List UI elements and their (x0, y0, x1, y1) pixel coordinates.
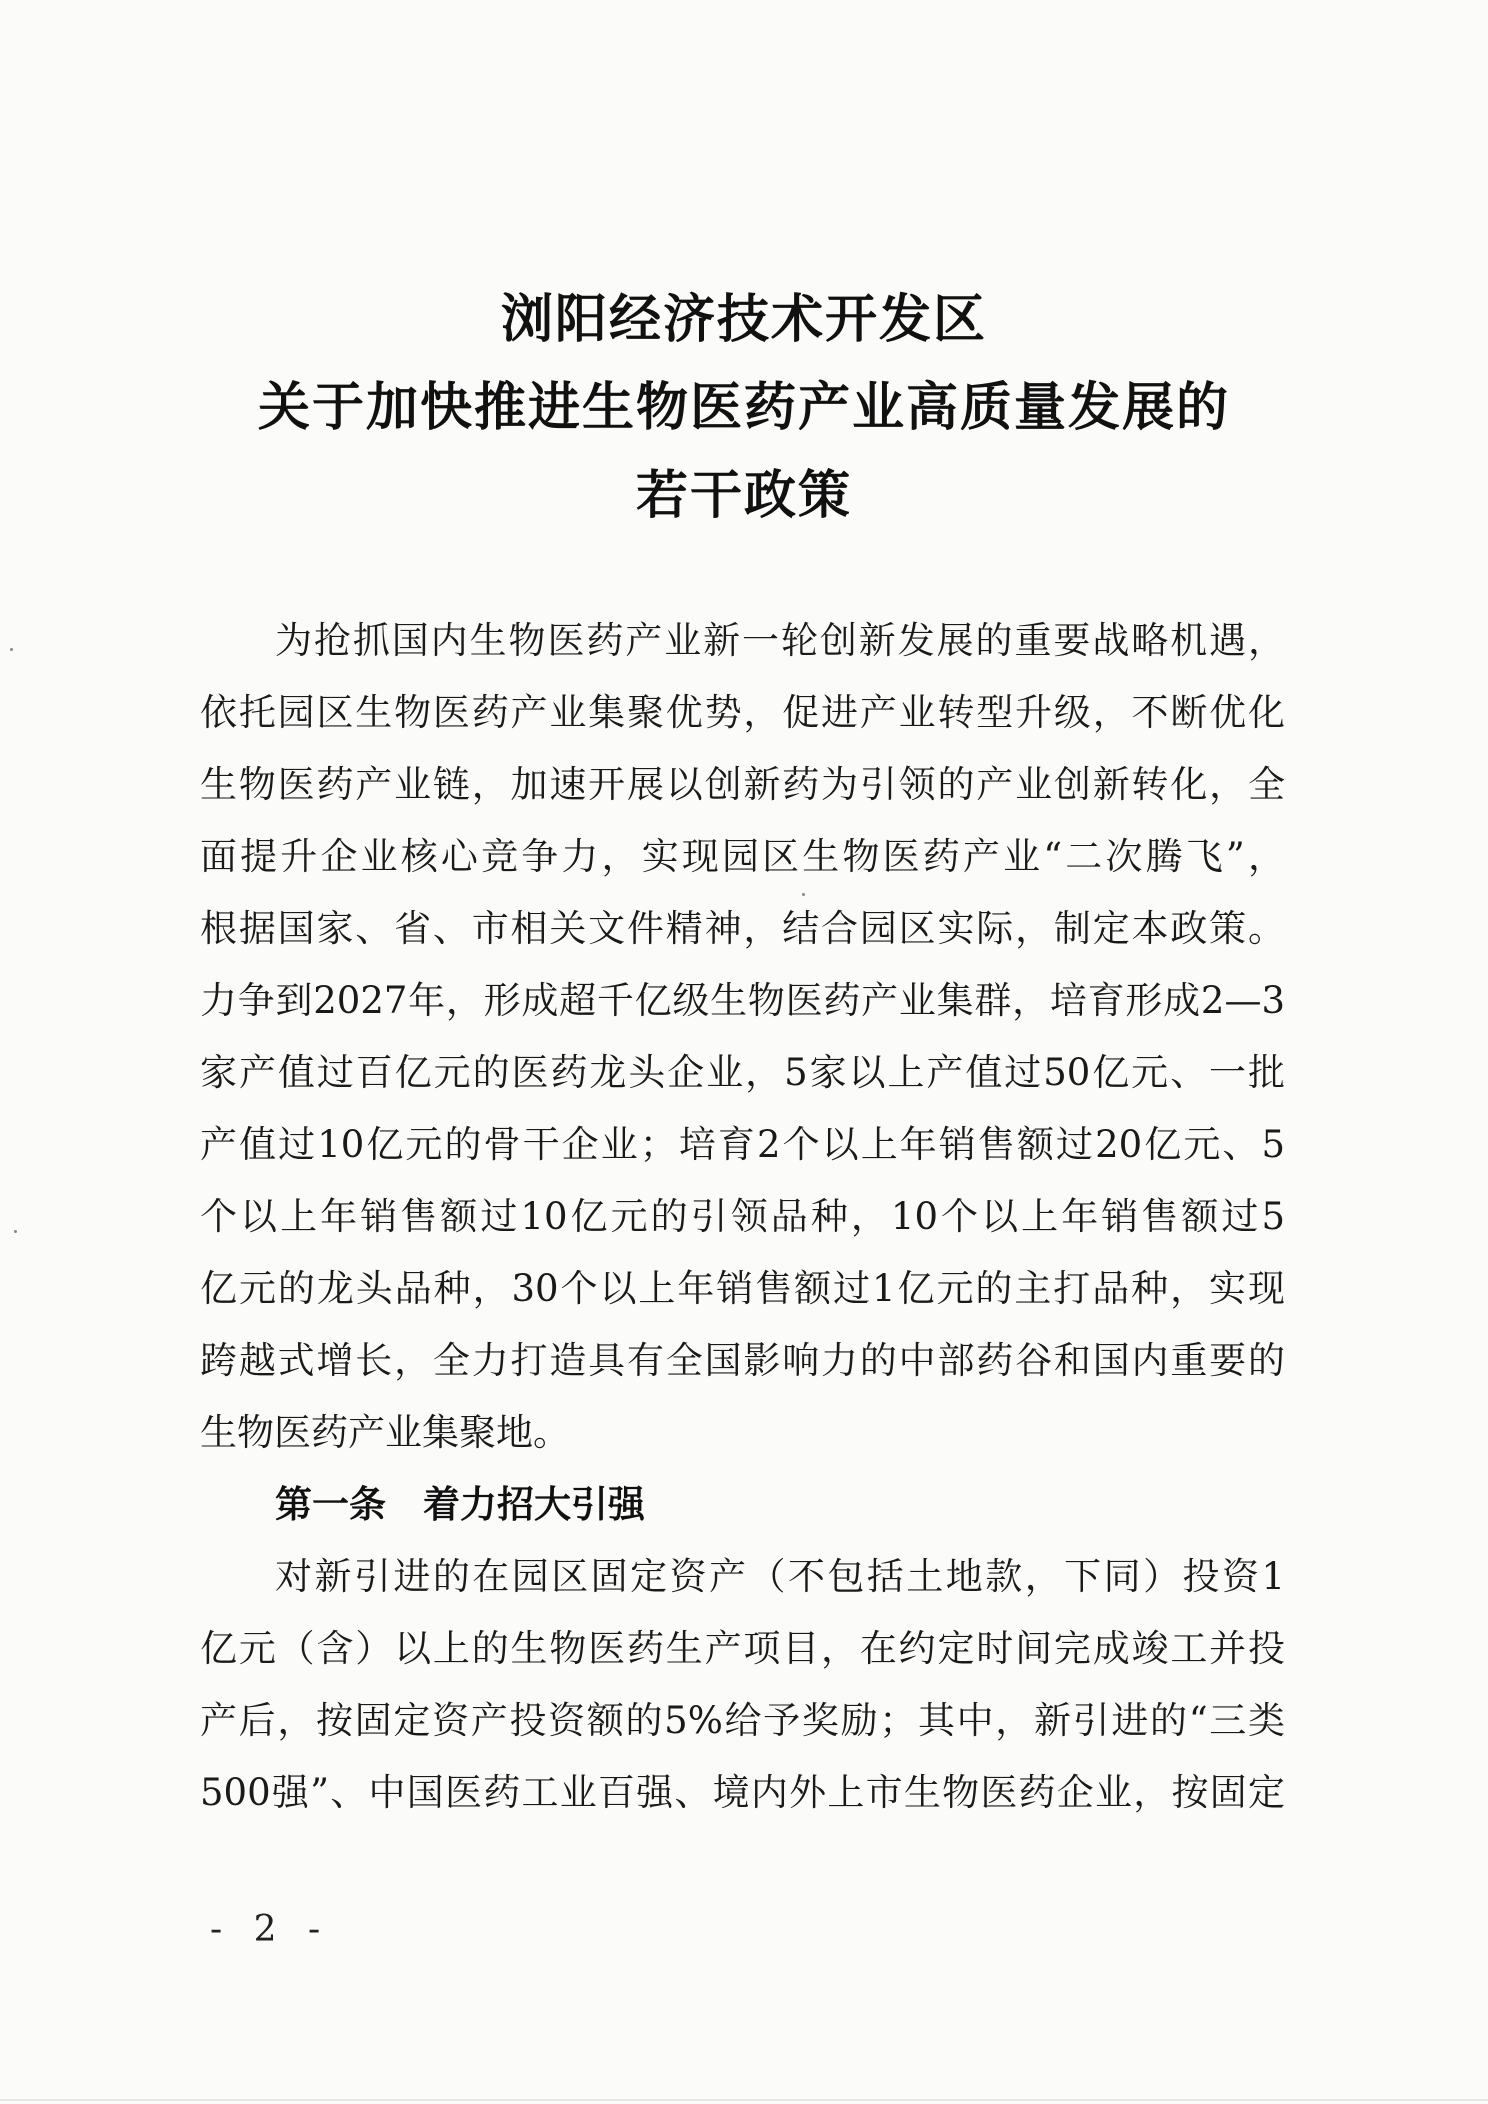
intro-line: 家产值过百亿元的医药龙头企业，5家以上产值过50亿元、一批 (200, 1051, 1285, 1094)
article-1-line: 对新引进的在园区固定资产（不包括土地款，下同）投资1 (275, 1555, 1285, 1598)
scan-speck (802, 893, 805, 896)
intro-line: 依托园区生物医药产业集聚优势，促进产业转型升级，不断优化 (200, 691, 1285, 734)
intro-line: 生物医药产业集聚地。 (200, 1411, 570, 1454)
article-1-line: 亿元（含）以上的生物医药生产项目，在约定时间完成竣工并投 (200, 1627, 1285, 1670)
doc-title-line-3: 若干政策 (635, 465, 852, 526)
doc-title-line-2: 关于加快推进生物医药产业高质量发展的 (257, 377, 1230, 438)
scan-speck (14, 1230, 17, 1233)
scan-speck (10, 648, 13, 651)
intro-line: 面提升企业核心竞争力，实现园区生物医药产业“二次腾飞”， (200, 835, 1285, 878)
intro-line: 产值过10亿元的骨干企业；培育2个以上年销售额过20亿元、5 (200, 1123, 1285, 1166)
article-1-line: 产后，按固定资产投资额的5%给予奖励；其中，新引进的“三类 (200, 1699, 1285, 1742)
article-1-line: 500强”、中国医药工业百强、境内外上市生物医药企业，按固定 (200, 1771, 1285, 1814)
intro-line: 亿元的龙头品种，30个以上年销售额过1亿元的主打品种，实现 (200, 1267, 1285, 1310)
article-1-heading: 第一条 着力招大引强 (275, 1483, 645, 1526)
doc-title-line-1: 浏阳经济技术开发区 (500, 289, 987, 350)
intro-line: 为抢抓国内生物医药产业新一轮创新发展的重要战略机遇， (275, 619, 1285, 662)
intro-line: 力争到2027年，形成超千亿级生物医药产业集群，培育形成2—3 (200, 979, 1285, 1022)
scan-edge (0, 2099, 1488, 2101)
intro-line: 个以上年销售额过10亿元的引领品种，10个以上年销售额过5 (200, 1195, 1285, 1238)
intro-line: 跨越式增长，全力打造具有全国影响力的中部药谷和国内重要的 (200, 1339, 1285, 1382)
intro-line: 根据国家、省、市相关文件精神，结合园区实际，制定本政策。 (200, 907, 1285, 950)
page-number: - 2 - (210, 1909, 331, 1950)
intro-line: 生物医药产业链，加速开展以创新药为引领的产业创新转化，全 (200, 763, 1285, 806)
